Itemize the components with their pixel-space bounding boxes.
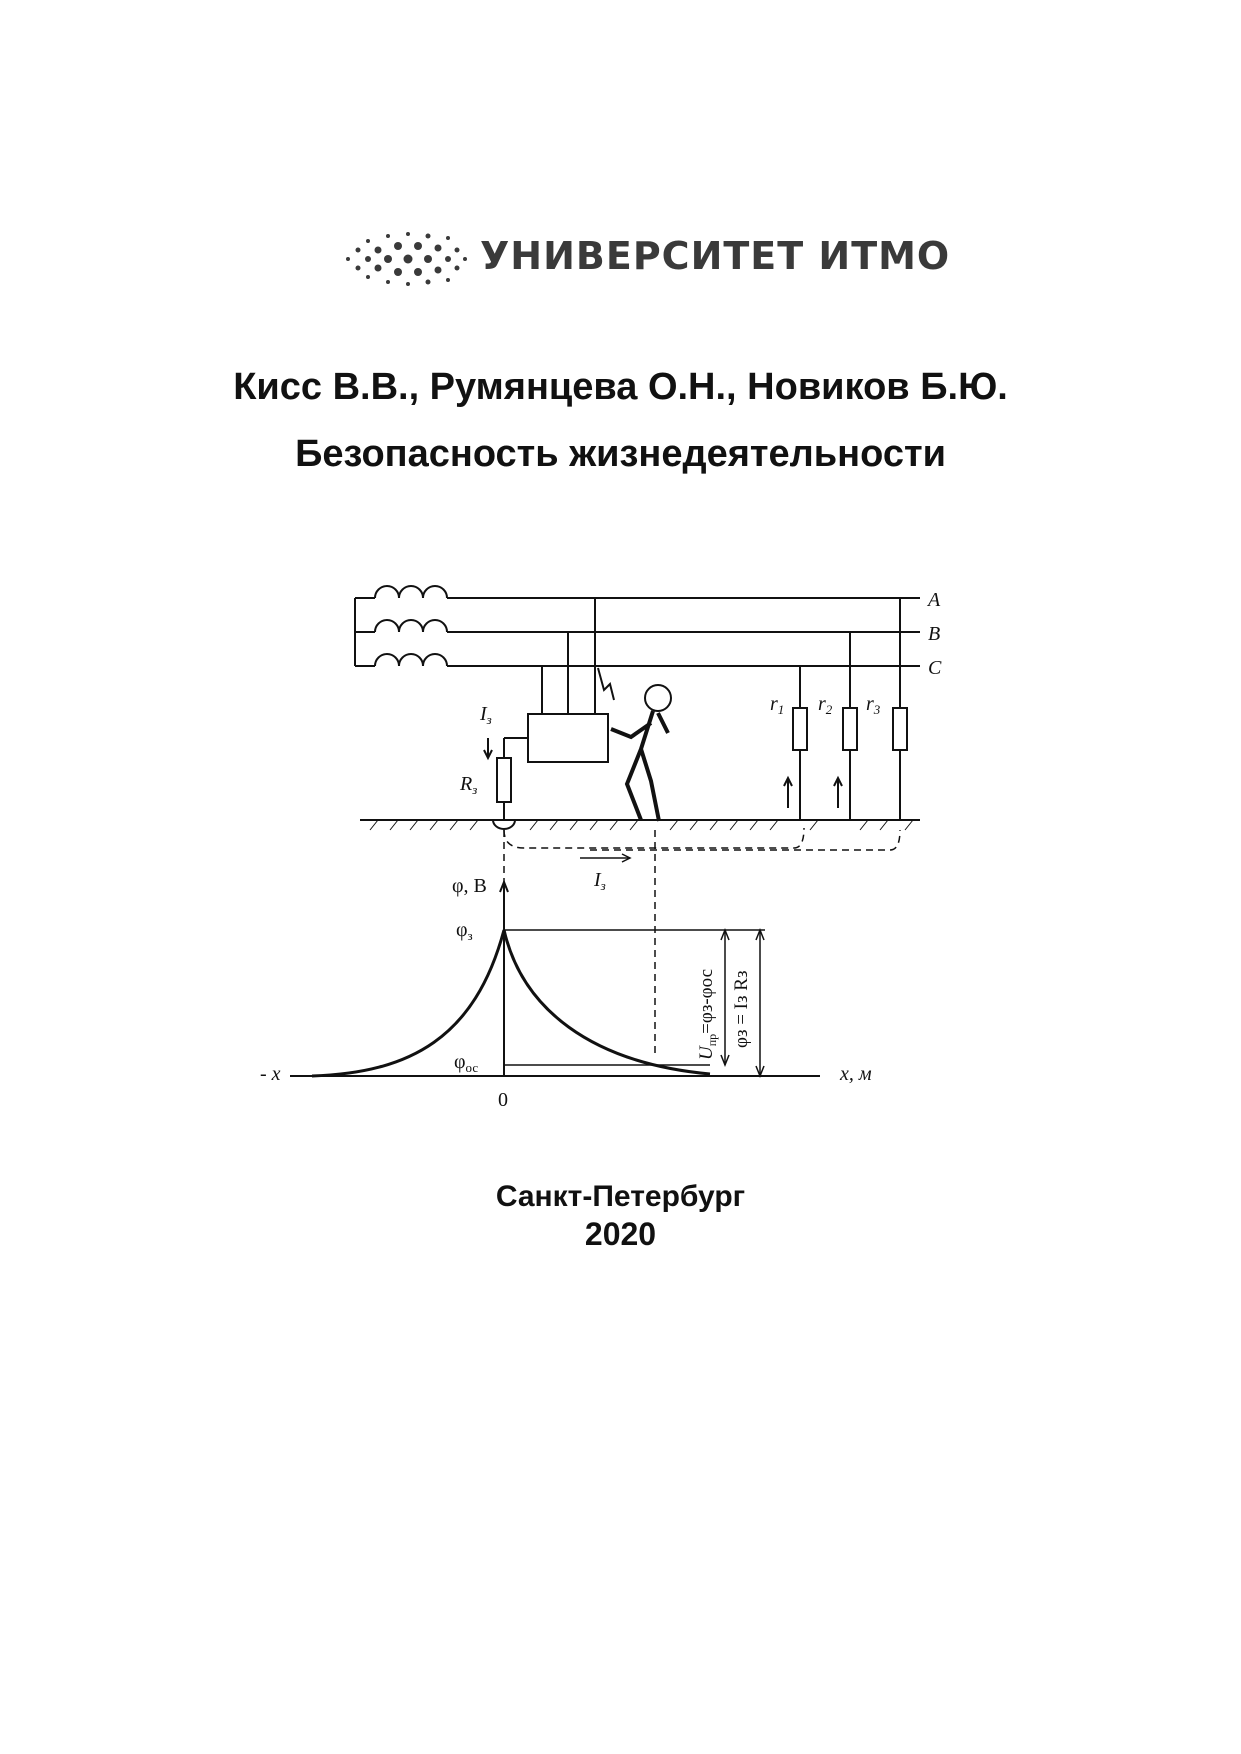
city: Санкт-Петербург <box>495 1180 746 1213</box>
zero-label: 0 <box>498 1089 508 1108</box>
university-name: УНИВЕРСИТЕТ ИТМО <box>480 234 951 278</box>
label-i3-ground: $I_з$ <box>594 869 606 893</box>
phase-label-c: C <box>928 657 942 679</box>
resistor-r3-ground <box>497 758 511 802</box>
phioc-label: $\varphi_{ос}$ <box>454 1051 479 1075</box>
resistor-r3 <box>893 708 907 750</box>
coil-b-icon <box>375 620 447 632</box>
coil-c-icon <box>375 654 447 666</box>
label-r1: $r_1$ <box>770 693 785 717</box>
phi3-eq-label: φз = Iз Rз <box>731 970 752 1048</box>
equipment-box <box>528 714 608 762</box>
resistor-r1 <box>793 708 807 750</box>
book-title: Безопасность жизнедеятельности <box>295 433 946 475</box>
resistor-r2 <box>843 708 857 750</box>
person-head-icon <box>645 685 671 711</box>
potential-curve-right <box>504 930 710 1074</box>
phi3-label: $\varphi_з$ <box>456 919 473 943</box>
label-r3-phase: $r_3$ <box>866 693 881 717</box>
university-logo <box>340 226 951 292</box>
ground-electrode-icon <box>493 820 515 829</box>
y-axis-label: φ, В <box>452 875 487 897</box>
potential-curve-left <box>312 930 504 1076</box>
year: 2020 <box>584 1216 657 1252</box>
label-i3-top: $I_з$ <box>480 703 492 727</box>
label-r3: $R_з$ <box>460 773 478 797</box>
coil-a-icon <box>375 586 447 598</box>
minus-x-label: - x <box>260 1063 281 1085</box>
x-axis-label: x, м <box>840 1063 872 1085</box>
phase-label-b: B <box>928 623 941 645</box>
itmo-dots-icon <box>340 226 470 292</box>
authors: Кисс В.В., Румянцева О.Н., Новиков Б.Ю. <box>233 366 1008 408</box>
grounding-diagram <box>260 568 980 1108</box>
fault-spark-icon <box>598 668 614 700</box>
person-body-icon <box>627 711 653 820</box>
label-r2: $r_2$ <box>818 693 833 717</box>
upr-label: $U_{пр}=\varphi з$-φос <box>696 968 719 1060</box>
phase-label-a: A <box>928 589 941 611</box>
